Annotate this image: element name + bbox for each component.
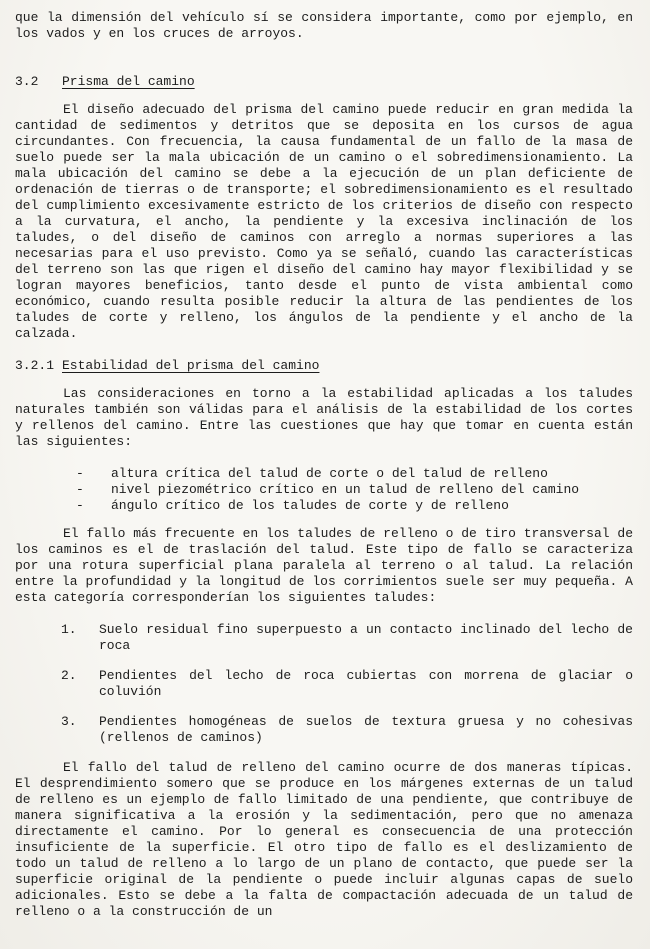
continuation-paragraph: que la dimensión del vehículo sí se considera importante, como por ejemplo, en los vados y en los cruces de arroyos.: [15, 10, 633, 41]
dash-marker: -: [76, 482, 84, 497]
section-title: Prisma del camino: [62, 74, 195, 89]
dash-bullet-list: [15, 466, 633, 514]
numbered-item-text: Pendientes del lecho de roca cubiertas con morrena de glaciar o coluvión: [99, 668, 633, 699]
section-title: Estabilidad del prisma del camino: [62, 358, 320, 373]
numbered-item: [15, 714, 633, 746]
numbered-item: [15, 668, 633, 700]
list-item: [15, 466, 633, 482]
numbered-item-text: Suelo residual fino superpuesto a un contacto inclinado del lecho de roca: [99, 622, 633, 653]
section-heading-3-2-1: [15, 358, 633, 374]
section-3-2-1-middle-paragraph: El fallo más frecuente en los taludes de relleno o de tiro transversal de los caminos es el de traslación del talud. Este tipo de fallo se caracteriza por una rotura superficial plana paralela al terreno o al talud. La relación entre la profundidad y la longitud de los corrimientos suele ser muy pequeña. A esta categoría corresponderían los siguientes taludes:: [15, 526, 633, 605]
section-3-2-paragraph: El diseño adecuado del prisma del camino puede reducir en gran medida la cantidad de sedimentos y detritos que se deposita en los cursos de agua circundantes. Con frecuencia, la causa fundamental de un fallo de la masa de suelo puede ser la mala ubicación de un camino o el sobredimensionamiento. La mala ubicación del camino se debe a la ejecución de un plan deficiente de ordenación de tierras o de transporte; el sobredimensionamiento es el resultado del cumplimiento excesivamente estricto de los criterios de diseño con respecto a la curvatura, el ancho, la pendiente y la excesiva inclinación de los taludes, o del diseño de caminos con arreglo a normas superiores a las necesarias para el uso previsto. Como ya se señaló, cuando las características del terreno son las que rigen el diseño del camino hay mayor flexibilidad y se logran mayores beneficios, tanto desde el punto de vista ambiental como económico, cuando resulta posible reducir la altura de las pendientes de los taludes de corte y relleno, los ángulos de la pendiente y el ancho de la calzada.: [15, 102, 633, 341]
numbered-list: [15, 622, 633, 746]
list-item-text: ángulo crítico de los taludes de corte y de relleno: [111, 498, 509, 513]
dash-marker: -: [76, 498, 84, 513]
list-item-text: altura crítica del talud de corte o del talud de relleno: [111, 466, 548, 481]
numbered-item: [15, 622, 633, 654]
item-number: 3.: [61, 714, 77, 729]
list-item: [15, 498, 633, 514]
dash-marker: -: [76, 466, 84, 481]
section-number: 3.2: [15, 74, 39, 89]
section-heading-3-2: [15, 74, 633, 90]
section-number: 3.2.1: [15, 358, 55, 373]
item-number: 2.: [61, 668, 77, 683]
section-3-2-1-closing-paragraph: El fallo del talud de relleno del camino ocurre de dos maneras típicas. El desprendimiento somero que se produce en los márgenes externas de un talud de relleno es un ejemplo de fallo limitado de una pendiente, que contribuye de manera significativa a la erosión y la sedimentación, pero que no amenaza directamente el camino. Por lo general es consecuencia de una protección insuficiente de la superficie. El otro tipo de fallo es el deslizamiento de todo un talud de relleno a lo largo de un plano de contacto, que puede ser la superficie original de la pendiente o puede incluir algunas capas de suelo adicionales. Esto se debe a la falta de compactación adecuada de un talud de relleno o a la construcción de un: [15, 760, 633, 919]
list-item-text: nivel piezométrico crítico en un talud de relleno del camino: [111, 482, 580, 497]
list-item: [15, 482, 633, 498]
section-3-2-1-intro-paragraph: Las consideraciones en torno a la estabilidad aplicadas a los taludes naturales también son válidas para el análisis de la estabilidad de los cortes y rellenos del camino. Entre las cuestiones que hay que tomar en cuenta están las siguientes:: [15, 386, 633, 449]
item-number: 1.: [61, 622, 77, 637]
numbered-item-text: Pendientes homogéneas de suelos de textura gruesa y no cohesivas (rellenos de caminos): [99, 714, 633, 745]
